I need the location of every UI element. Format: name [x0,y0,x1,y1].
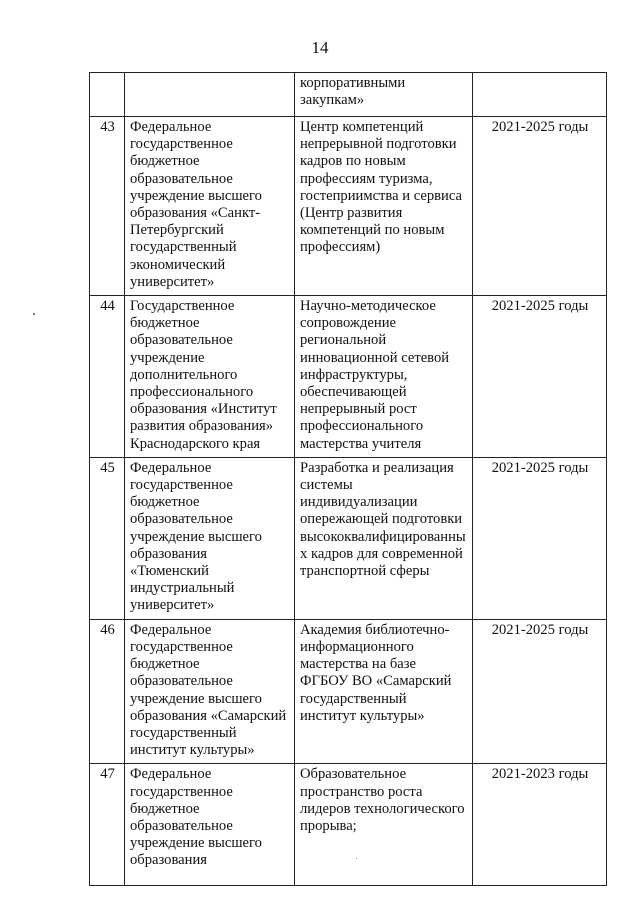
row-number: 46 [90,619,125,764]
project-cell: Центр компетенций непрерывной подготовки кадров по новым профессиям туризма, гостеприимства и сервиса (Центр развития компетенций по новым профессиям) [295,117,473,296]
organization-cell: Федеральное государственное бюджетное образовательное учреждение высшего образования «Тюменский индустриальный университет» [125,457,295,619]
row-number [90,73,125,117]
table-row [90,619,607,764]
organization-cell [125,73,295,117]
organization-cell: Федеральное государственное бюджетное образовательное учреждение высшего образования [125,764,295,886]
project-cell: Образовательное пространство роста лидеров технологического прорыва; [295,764,473,886]
organization-cell: Федеральное государственное бюджетное образовательное учреждение высшего образования «Самарский государственный институт культуры» [125,619,295,764]
row-number: 44 [90,296,125,458]
table-row [90,73,607,117]
project-cell: Разработка и реализация системы индивидуализации опережающей подготовки высококвалифицированны х кадров для современной транспортной сферы [295,457,473,619]
period-cell: 2021-2025 годы [473,296,607,458]
organization-cell: Государственное бюджетное образовательное учреждение дополнительного профессионального образования «Институт развития образования» Краснодарского края [125,296,295,458]
period-cell [473,73,607,117]
period-cell: 2021-2025 годы [473,619,607,764]
row-number: 43 [90,117,125,296]
table-row [90,764,607,886]
table-row [90,457,607,619]
project-cell: Академия библиотечно- информационного мастерства на базе ФГБОУ ВО «Самарский государственный институт культуры» [295,619,473,764]
page-number: 14 [311,38,329,57]
project-cell: корпоративными закупкам» [295,73,473,117]
table-row [90,296,607,458]
scan-speck [33,313,35,315]
scan-speck [356,858,357,859]
period-cell: 2021-2023 годы [473,764,607,886]
row-number: 45 [90,457,125,619]
table-row [90,117,607,296]
project-cell: Научно-методическое сопровождение региональной инновационной сетевой инфраструктуры, обеспечивающей непрерывный рост профессионального мастерства учителя [295,296,473,458]
projects-table [89,72,607,886]
period-cell: 2021-2025 годы [473,117,607,296]
organization-cell: Федеральное государственное бюджетное образовательное учреждение высшего образования «Санкт- Петербургский государственный экономический университет» [125,117,295,296]
row-number: 47 [90,764,125,886]
period-cell: 2021-2025 годы [473,457,607,619]
